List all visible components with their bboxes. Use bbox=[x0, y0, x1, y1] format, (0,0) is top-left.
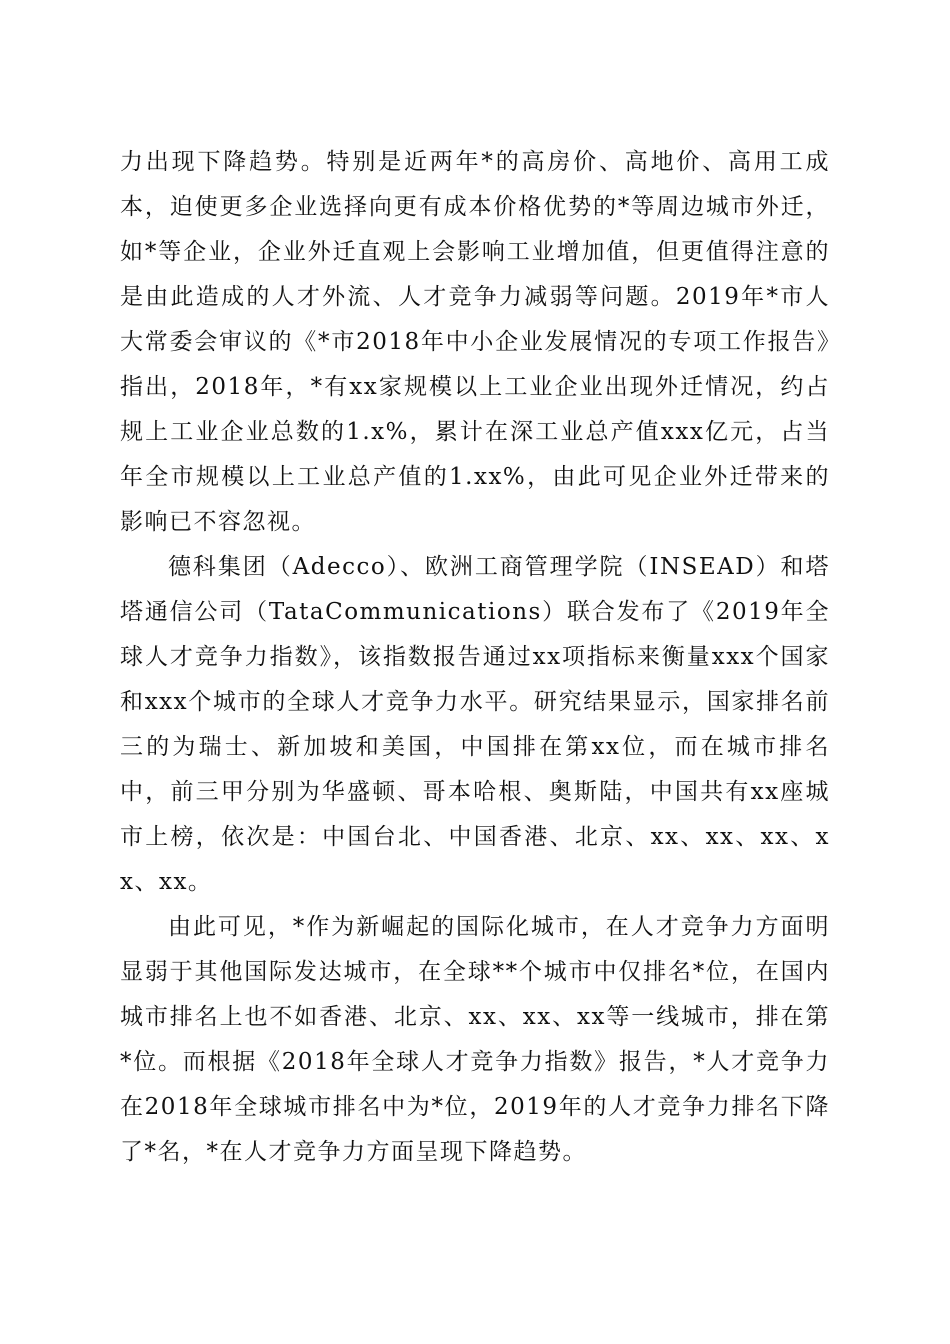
paragraph-1: 力出现下降趋势。特别是近两年*的高房价、高地价、高用工成本，迫使更多企业选择向更有成本价格优势的*等周边城市外迁，如*等企业，企业外迁直观上会影响工业增加值，但更值得注意的是由此造成的人才外流、人才竞争力减弱等问题。2019年*市人大常委会审议的《*市2018年中小企业发展情况的专项工作报告》指出，2018年，*有xx家规模以上工业企业出现外迁情况，约占规上工业企业总数的1.x%，累计在深工业总产值xxx亿元，占当年全市规模以上工业总产值的1.xx%，由此可见企业外迁带来的影响已不容忽视。 bbox=[120, 149, 830, 535]
paragraph-2: 德科集团（Adecco）、欧洲工商管理学院（INSEAD）和塔塔通信公司（TataCommunications）联合发布了《2019年全球人才竞争力指数》，该指数报告通过xx项指标来衡量xxx个国家和xxx个城市的全球人才竞争力水平。研究结果显示，国家排名前三的为瑞士、新加坡和美国，中国排在第xx位，而在城市排名中，前三甲分别为华盛顿、哥本哈根、奥斯陆，中国共有xx座城市上榜，依次是：中国台北、中国香港、北京、xx、xx、xx、xx、xx。 bbox=[120, 554, 830, 895]
document-body bbox=[120, 140, 830, 1175]
paragraph-3: 由此可见，*作为新崛起的国际化城市，在人才竞争力方面明显弱于其他国际发达城市，在全球**个城市中仅排名*位，在国内城市排名上也不如香港、北京、xx、xx、xx等一线城市，排在第*位。而根据《2018年全球人才竞争力指数》报告，*人才竞争力在2018年全球城市排名中为*位，2019年的人才竞争力排名下降了*名，*在人才竞争力方面呈现下降趋势。 bbox=[120, 914, 830, 1165]
